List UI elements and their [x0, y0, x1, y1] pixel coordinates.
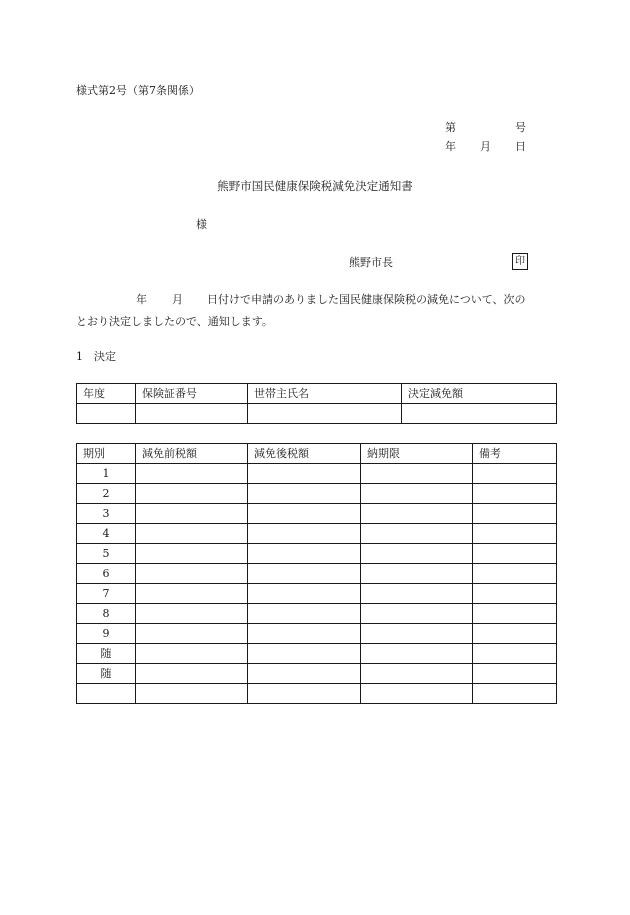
table-cell [136, 584, 248, 604]
table-cell [361, 504, 473, 524]
table-cell [248, 524, 361, 544]
table-cell [248, 664, 361, 684]
table-cell [248, 604, 361, 624]
table-cell [248, 484, 361, 504]
table-cell [248, 544, 361, 564]
table-cell [248, 624, 361, 644]
table-cell [77, 404, 136, 424]
table-cell [361, 484, 473, 504]
table-cell [248, 404, 402, 424]
table-cell [248, 684, 361, 704]
table-cell [473, 464, 557, 484]
table-cell [473, 504, 557, 524]
table-cell [136, 484, 248, 504]
table-row [77, 664, 557, 684]
table-row [77, 544, 557, 564]
table-cell [136, 404, 248, 424]
table-cell [248, 644, 361, 664]
date-month: 月 [480, 140, 491, 153]
table-row [77, 684, 557, 704]
table-cell [248, 464, 361, 484]
period-cell: 7 [77, 584, 136, 604]
doc-number-go: 号 [515, 121, 526, 134]
table-cell [361, 524, 473, 544]
table-cell [473, 604, 557, 624]
header-cell: 減免前税額 [136, 444, 248, 464]
table-cell [473, 644, 557, 664]
header-cell: 備考 [473, 444, 557, 464]
header-cell: 年度 [77, 384, 136, 404]
table-row [77, 624, 557, 644]
doc-number-dai: 第 [445, 121, 456, 134]
period-cell: 8 [77, 604, 136, 624]
table-cell [361, 624, 473, 644]
table-row [77, 484, 557, 504]
table-row [77, 564, 557, 584]
period-cell: 1 [77, 464, 136, 484]
table-cell [361, 544, 473, 564]
period-cell: 2 [77, 484, 136, 504]
table-cell [473, 684, 557, 704]
header-cell: 納期限 [361, 444, 473, 464]
period-cell: 随 [77, 644, 136, 664]
period-cell: 4 [77, 524, 136, 544]
table-cell [248, 504, 361, 524]
date-year: 年 [445, 140, 456, 153]
table-row [77, 524, 557, 544]
body-text-line2: とおり決定しましたので、通知します。 [76, 315, 273, 328]
header-cell: 期別 [77, 444, 136, 464]
table-cell [361, 644, 473, 664]
table-cell [136, 504, 248, 524]
table-row [77, 404, 557, 424]
table-cell [361, 464, 473, 484]
period-cell: 5 [77, 544, 136, 564]
table-cell [136, 464, 248, 484]
table-cell [473, 564, 557, 584]
table-cell [473, 584, 557, 604]
period-cell: 9 [77, 624, 136, 644]
header-cell: 決定減免額 [402, 384, 557, 404]
table-cell [473, 624, 557, 644]
body-month: 月 [172, 293, 183, 306]
table-cell [136, 684, 248, 704]
tax-period-table [76, 443, 557, 704]
header-cell: 世帯主氏名 [248, 384, 402, 404]
table-row [77, 584, 557, 604]
table-cell [473, 484, 557, 504]
period-cell [77, 684, 136, 704]
date-day: 日 [515, 140, 526, 153]
section-heading-decision: 1 決定 [76, 350, 116, 363]
table-cell [248, 564, 361, 584]
period-cell: 6 [77, 564, 136, 584]
table-cell [136, 624, 248, 644]
seal-mark: 印 [512, 253, 528, 270]
table-cell [361, 684, 473, 704]
period-rows [77, 464, 557, 704]
period-cell: 随 [77, 664, 136, 684]
table-row [77, 604, 557, 624]
table-cell [402, 404, 557, 424]
table-cell [361, 604, 473, 624]
table-cell [136, 604, 248, 624]
table-header-row [77, 384, 557, 404]
table-cell [473, 664, 557, 684]
table-cell [473, 544, 557, 564]
body-year: 年 [136, 293, 147, 306]
table-cell [136, 544, 248, 564]
table-cell [136, 664, 248, 684]
header-cell: 保険証番号 [136, 384, 248, 404]
table-cell [361, 584, 473, 604]
table-cell [473, 524, 557, 544]
header-cell: 減免後税額 [248, 444, 361, 464]
table-cell [136, 564, 248, 584]
table-row [77, 504, 557, 524]
table-cell [361, 664, 473, 684]
decision-table [76, 383, 557, 424]
addressee-suffix: 様 [196, 218, 207, 231]
document-title: 熊野市国民健康保険税減免決定通知書 [217, 179, 413, 193]
table-row [77, 464, 557, 484]
body-text-line1: 日付けで申請のありました国民健康保険税の減免について、次の [207, 293, 526, 306]
table-row [77, 644, 557, 664]
table-cell [136, 644, 248, 664]
table-cell [136, 524, 248, 544]
table-header-row [77, 444, 557, 464]
form-number-label: 様式第2号（第7条関係） [76, 84, 200, 97]
table-cell [361, 564, 473, 584]
period-cell: 3 [77, 504, 136, 524]
issuer-name: 熊野市長 [349, 256, 393, 269]
table-cell [248, 584, 361, 604]
